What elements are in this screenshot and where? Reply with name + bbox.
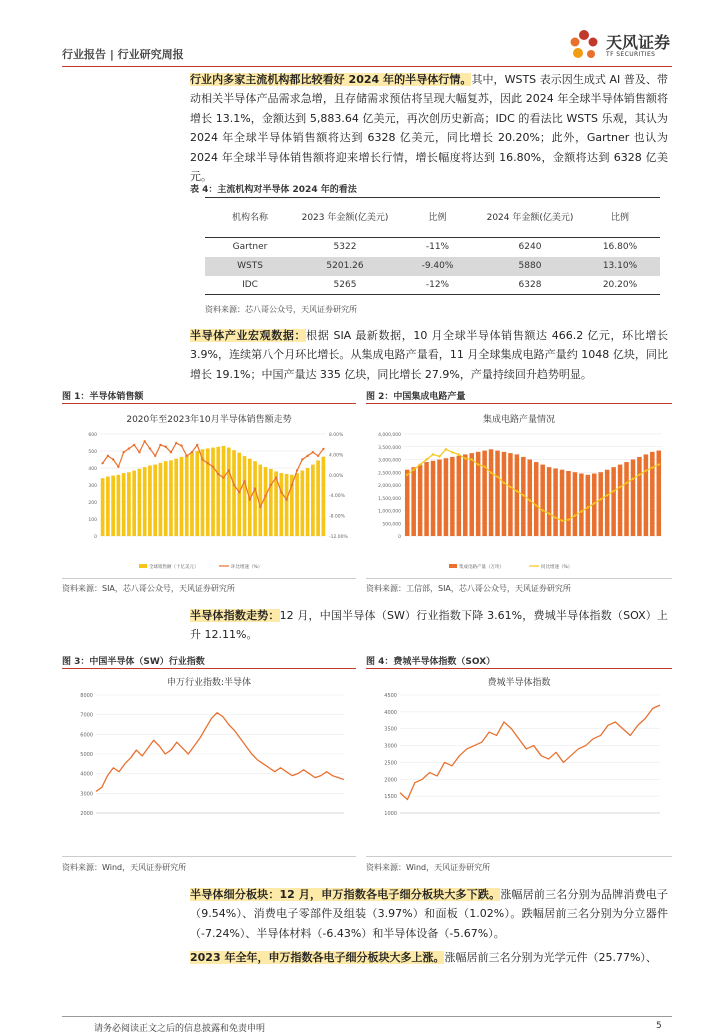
- line-point: [406, 474, 408, 476]
- y-tick-label: 2,000,000: [378, 484, 401, 489]
- line-point: [291, 484, 293, 486]
- table-caption: 表 4：主流机构对半导体 2024 年的看法: [190, 185, 357, 195]
- table-header: 比例: [395, 198, 480, 238]
- bar: [579, 474, 584, 536]
- line-point: [509, 486, 511, 488]
- bar: [117, 475, 121, 536]
- fig4-source: 资料来源：Wind，天风证券研究所: [366, 863, 491, 872]
- line-point: [101, 462, 103, 464]
- bar: [637, 457, 642, 536]
- line-point: [322, 448, 324, 450]
- line-point: [632, 478, 634, 480]
- annual-lead: 2023 年全年，申万指数各电子细分板块大多上涨。: [190, 951, 445, 964]
- bar: [547, 467, 552, 536]
- line-point: [138, 451, 140, 453]
- bar: [605, 470, 610, 536]
- y-tick-label: 3000: [80, 791, 93, 798]
- table-header-row: [205, 198, 660, 238]
- line-point: [233, 484, 235, 486]
- line-point: [317, 455, 319, 457]
- y-tick-label: 3,000,000: [378, 458, 401, 464]
- table-cell: 20.20%: [580, 276, 660, 295]
- bar: [111, 476, 115, 536]
- y-tick-label: 100: [88, 518, 97, 523]
- line-point: [412, 469, 414, 471]
- bar: [502, 452, 507, 536]
- line-point: [149, 447, 151, 449]
- bar: [508, 453, 513, 536]
- annual-text: 涨幅居前三名分别为光学元件（25.77%）、: [444, 951, 657, 964]
- bar: [457, 456, 462, 536]
- logo-flower-icon: [566, 28, 602, 62]
- fig4-chart: [366, 673, 672, 853]
- bar: [624, 462, 629, 536]
- y2-tick-label: -4.00%: [329, 494, 345, 500]
- y-tick-label: 0: [94, 535, 97, 540]
- line-point: [516, 490, 518, 492]
- index-lead: 半导体指数走势：: [190, 609, 280, 622]
- bar: [243, 456, 247, 536]
- intro-lead: 行业内多家主流机构都比较看好 2024 年的半导体行情。: [190, 73, 472, 86]
- y-tick-label: 4500: [384, 693, 397, 699]
- bar: [311, 465, 315, 536]
- bar: [159, 463, 163, 536]
- logo-subtitle: TF SECURITIES: [606, 51, 656, 58]
- fig1-label: 图 1：半导体销售额: [62, 392, 144, 402]
- line-point: [535, 504, 537, 506]
- bar: [631, 460, 636, 537]
- header-divider: [62, 66, 672, 67]
- footer-divider: [62, 1016, 672, 1017]
- table-row: [205, 276, 660, 295]
- bar: [644, 454, 649, 536]
- bar: [560, 470, 565, 536]
- y-tick-label: 3000: [384, 743, 397, 750]
- line-point: [658, 463, 660, 465]
- y-tick-label: 2000: [80, 811, 93, 817]
- bar: [269, 469, 273, 536]
- fig4-divider: [366, 668, 672, 669]
- bar: [253, 461, 257, 536]
- bar: [180, 457, 184, 536]
- line-point: [243, 480, 245, 482]
- line-point: [306, 455, 308, 457]
- segment-text: 涨幅居前三名分别为品牌消费电子（9.54%）、消费电子零部件及组装（3.97%）和面板（1.02%）。跌幅居前三名分别为分立器件（-7.24%）、半导体材料（-6.43%）和半导体设备（-5.67%）。: [190, 888, 668, 940]
- line-point: [638, 474, 640, 476]
- y2-tick-label: 0.00%: [329, 473, 344, 479]
- y-tick-label: 4000: [384, 709, 397, 716]
- table-cell: 6328: [480, 276, 580, 295]
- line-point: [186, 455, 188, 457]
- y-tick-label: 8000: [80, 693, 93, 699]
- table-cell: Gartner: [232, 242, 268, 253]
- bar: [295, 473, 299, 536]
- y-tick-label: 400: [88, 467, 97, 472]
- logo-name: 天风证券: [606, 33, 671, 52]
- line-point: [464, 457, 466, 459]
- forecast-table: [205, 197, 660, 295]
- table-cell: 16.80%: [602, 242, 638, 253]
- bar: [540, 465, 545, 536]
- y-tick-label: 500,000: [382, 522, 401, 528]
- table-cell: 5201.26: [295, 257, 395, 276]
- bar: [611, 467, 616, 536]
- line-point: [249, 498, 251, 500]
- table-header: 机构名称: [205, 198, 295, 238]
- bar: [301, 471, 305, 536]
- bar: [515, 454, 520, 536]
- bar: [431, 461, 436, 536]
- line-point: [191, 451, 193, 453]
- bar: [279, 473, 283, 536]
- line-point: [529, 499, 531, 501]
- bar: [495, 451, 500, 536]
- line-point: [548, 512, 550, 514]
- bar: [534, 462, 539, 536]
- bar: [185, 455, 189, 536]
- fig4-label: 图 4：费城半导体指数（SOX）: [366, 657, 496, 667]
- line-point: [128, 447, 130, 449]
- line-point: [483, 465, 485, 467]
- line-point: [133, 444, 135, 446]
- index-paragraph: [190, 606, 668, 645]
- bar: [463, 454, 468, 536]
- legend-swatch: [139, 564, 147, 568]
- line-point: [619, 486, 621, 488]
- bar: [418, 465, 423, 536]
- y-tick-label: 5000: [80, 752, 93, 758]
- bar: [169, 460, 173, 536]
- bar: [285, 474, 289, 536]
- bar: [174, 459, 178, 536]
- table-cell: -9.40%: [395, 257, 480, 276]
- bar: [153, 465, 157, 536]
- line-point: [159, 444, 161, 446]
- table-header: 2024 年金额(亿美元): [480, 198, 580, 238]
- bar: [450, 457, 455, 536]
- segment-paragraph: [190, 885, 668, 943]
- table-row: [205, 238, 660, 257]
- line-point: [471, 458, 473, 460]
- line-point: [180, 444, 182, 446]
- line-point: [567, 518, 569, 520]
- line-point: [270, 484, 272, 486]
- line-point: [259, 506, 261, 508]
- line-point: [425, 458, 427, 460]
- legend-label: 环比增速（%）: [231, 565, 263, 570]
- bar: [405, 470, 410, 536]
- bar: [489, 449, 494, 536]
- y-tick-label: 3500: [384, 726, 397, 733]
- macro-lead: 半导体产业宏观数据：: [190, 329, 307, 342]
- fig2-chart: [366, 408, 672, 578]
- y-tick-label: 1,000,000: [378, 509, 401, 515]
- table-source: 资料来源：芯八哥公众号，天风证券研究所: [205, 305, 357, 314]
- y2-tick-label: -12.00%: [329, 535, 348, 540]
- table-cell: -12%: [395, 276, 480, 295]
- bar: [132, 471, 136, 536]
- bar: [322, 457, 326, 536]
- fig1-source: 资料来源：SIA，芯八哥公众号，天风证券研究所: [62, 584, 235, 593]
- bar: [222, 446, 226, 536]
- bar: [127, 472, 131, 536]
- bar: [528, 460, 533, 537]
- fig1-divider: [62, 403, 356, 404]
- y-tick-label: 200: [88, 501, 97, 506]
- bar: [227, 448, 231, 536]
- bar: [482, 451, 487, 536]
- y-tick-label: 1000: [384, 811, 397, 817]
- fig3-bottom-divider: [62, 856, 356, 857]
- bar: [424, 462, 429, 536]
- y-tick-label: 4000: [80, 771, 93, 778]
- series-line: [96, 713, 344, 792]
- line-point: [496, 476, 498, 478]
- y-tick-label: 500: [88, 450, 97, 455]
- bar: [598, 472, 603, 536]
- line-point: [196, 444, 198, 446]
- fig3-label: 图 3：中国半导体（SW）行业指数: [62, 657, 205, 667]
- line-point: [107, 455, 109, 457]
- bar: [143, 467, 147, 536]
- table-cell: IDC: [205, 276, 295, 295]
- bar: [411, 467, 416, 536]
- line-point: [419, 463, 421, 465]
- line-point: [154, 455, 156, 457]
- footer-disclaimer: 请务必阅读正文之后的信息披露和免责申明: [94, 1024, 266, 1034]
- bar: [573, 472, 578, 536]
- line-point: [112, 458, 114, 460]
- line-point: [541, 509, 543, 511]
- bar: [306, 468, 310, 536]
- line-point: [458, 453, 460, 455]
- y-tick-label: 2,500,000: [378, 471, 401, 477]
- line-point: [554, 516, 556, 518]
- line-point: [651, 466, 653, 468]
- bar: [618, 465, 623, 536]
- line-point: [212, 466, 214, 468]
- line-point: [451, 451, 453, 453]
- y2-tick-label: -8.00%: [329, 514, 345, 520]
- chart-title: 集成电路产量情况: [482, 415, 556, 425]
- line-point: [143, 440, 145, 442]
- series-line: [400, 705, 660, 799]
- macro-paragraph: [190, 326, 668, 384]
- y-tick-label: 300: [88, 484, 97, 489]
- line-point: [432, 453, 434, 455]
- y2-tick-label: 4.00%: [329, 453, 344, 459]
- legend-swatch: [449, 564, 457, 568]
- bar: [437, 460, 442, 537]
- line-point: [296, 469, 298, 471]
- bar: [264, 467, 268, 536]
- y-tick-label: 600: [88, 433, 97, 438]
- line-point: [164, 446, 166, 448]
- bar: [138, 469, 142, 536]
- bar: [586, 475, 591, 536]
- chart-title: 申万行业指数:半导体: [166, 678, 252, 688]
- y-tick-label: 1500: [384, 794, 397, 801]
- line-point: [561, 520, 563, 522]
- legend-label: 集成电路产量（万块）: [459, 565, 504, 570]
- line-point: [600, 498, 602, 500]
- y-tick-label: 3,500,000: [378, 445, 401, 451]
- y2-tick-label: 8.00%: [329, 433, 344, 438]
- table-cell: WSTS: [205, 257, 295, 276]
- bar: [657, 451, 662, 536]
- line-point: [625, 482, 627, 484]
- y-tick-label: 4,000,000: [378, 433, 401, 438]
- fig2-source: 资料来源：工信部，SIA，芯八哥公众号，天风证券研究所: [366, 584, 571, 593]
- table-header: 比例: [580, 198, 660, 238]
- intro-text: 其中，WSTS 表示因生成式 AI 普及、带动相关半导体产品需求急增，且存储需求预估将呈现大幅复苏，因此 2024 年全球半导体销售额将增长 13.1%，金额达到 5,883.64 亿美元，再次创历史新高；IDC 的看法比 WSTS 乐观，其认为 2024 年全球半导体销售额将达到 6328 亿美元，同比增长 20.20%；此外，Gartner 也认为 2024 年全球半导体销售额将迎来增长行情，增长幅度将达到 16.80%，金额将达到 6328 亿美元。: [190, 73, 668, 184]
- line-point: [445, 448, 447, 450]
- table-cell: 6240: [518, 242, 542, 253]
- line-point: [477, 463, 479, 465]
- line-point: [207, 462, 209, 464]
- line-point: [312, 451, 314, 453]
- line-point: [228, 469, 230, 471]
- fig2-bottom-divider: [366, 578, 672, 579]
- line-point: [170, 451, 172, 453]
- y-tick-label: 2500: [384, 760, 397, 767]
- brand-logo: [566, 28, 672, 62]
- fig2-label: 图 2：中国集成电路产量: [366, 392, 466, 402]
- line-point: [201, 458, 203, 460]
- line-point: [280, 491, 282, 493]
- bar: [469, 453, 474, 536]
- bar: [164, 461, 168, 536]
- fig3-source: 资料来源：Wind，天风证券研究所: [62, 863, 187, 872]
- line-point: [285, 498, 287, 500]
- legend-label: 全球销售额（十亿美元）: [149, 565, 199, 570]
- bar: [195, 451, 199, 536]
- line-point: [275, 477, 277, 479]
- table-cell: 13.10%: [580, 257, 660, 276]
- line-point: [522, 494, 524, 496]
- line-point: [490, 472, 492, 474]
- intro-paragraph: [190, 70, 668, 186]
- line-point: [222, 477, 224, 479]
- annual-paragraph: [190, 948, 668, 967]
- line-point: [175, 442, 177, 444]
- bar: [237, 453, 241, 536]
- chart-title: 2020年至2023年10月半导体销售额走势: [126, 415, 292, 425]
- macro-text: 根据 SIA 最新数据，10 月全球半导体销售额达 466.2 亿元，环比增长 3.9%，连续第八个月环比增长。从集成电路产量看，11 月全球集成电路产量约 1048 亿块，同比增长 19.1%；中国产量达 335 亿块，同比增长 27.9%，产量持续回升趋势明显。: [190, 329, 668, 381]
- bar: [101, 478, 105, 536]
- table-header: 2023 年金额(亿美元): [295, 198, 395, 238]
- line-point: [606, 494, 608, 496]
- fig3-divider: [62, 668, 356, 669]
- index-text: 12 月，中国半导体（SW）行业指数下降 3.61%，费城半导体指数（SOX）上升 12.11%。: [190, 609, 669, 642]
- line-point: [587, 506, 589, 508]
- line-point: [438, 455, 440, 457]
- line-point: [574, 514, 576, 516]
- table-cell: 5880: [480, 257, 580, 276]
- line-point: [217, 473, 219, 475]
- page-number: 5: [656, 1021, 662, 1031]
- y-tick-label: 0: [398, 535, 401, 540]
- fig1-chart: [62, 408, 356, 578]
- line-point: [503, 482, 505, 484]
- bar: [553, 468, 558, 536]
- bar: [232, 450, 236, 536]
- bar: [316, 460, 320, 536]
- line-point: [645, 470, 647, 472]
- line-point: [580, 510, 582, 512]
- y-tick-label: 1,500,000: [378, 496, 401, 502]
- bar: [122, 473, 126, 536]
- fig4-bottom-divider: [366, 856, 672, 857]
- bar: [216, 447, 220, 536]
- bar: [106, 477, 110, 537]
- header-title: 行业报告 | 行业研究周报: [62, 48, 184, 61]
- table-cell: 5322: [333, 242, 357, 253]
- bar: [201, 449, 205, 536]
- bar: [148, 465, 152, 536]
- bar: [190, 453, 194, 536]
- table-cell: -11%: [425, 242, 450, 253]
- y-tick-label: 2000: [384, 777, 397, 784]
- line-point: [254, 487, 256, 489]
- table-row: [205, 257, 660, 276]
- line-point: [264, 495, 266, 497]
- line-point: [301, 458, 303, 460]
- fig2-divider: [366, 403, 672, 404]
- legend-label: 同比增速（%）: [541, 565, 573, 570]
- chart-title: 费城半导体指数: [487, 678, 551, 688]
- line-point: [117, 466, 119, 468]
- line-point: [612, 490, 614, 492]
- y-tick-label: 7000: [80, 712, 93, 719]
- line-point: [122, 451, 124, 453]
- bar: [211, 448, 215, 536]
- y-tick-label: 6000: [80, 732, 93, 739]
- fig1-bottom-divider: [62, 578, 356, 579]
- bar: [566, 471, 571, 536]
- segment-lead: 半导体细分板块：12 月，申万指数各电子细分板块大多下跌。: [190, 888, 501, 901]
- fig3-chart: [62, 673, 356, 853]
- table-cell: 5265: [295, 276, 395, 295]
- bar: [650, 452, 655, 536]
- line-point: [593, 502, 595, 504]
- bar: [444, 458, 449, 536]
- line-point: [238, 491, 240, 493]
